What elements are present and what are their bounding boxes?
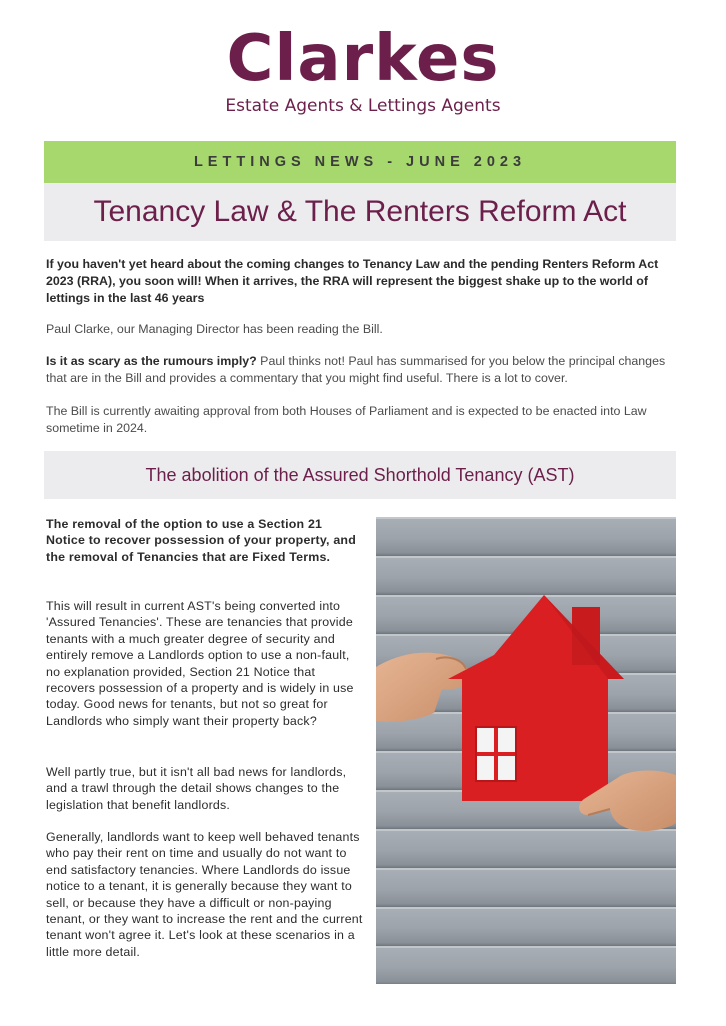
newsletter-banner	[44, 141, 676, 183]
column-paragraph-2: Well partly true, but it isn't all bad news for landlords, and a trawl through the detail shows changes to the legislation that benefit landlords.	[46, 765, 347, 812]
house-photo-illustration	[376, 517, 676, 984]
intro-paragraph: If you haven't yet heard about the coming changes to Tenancy Law and the pending Renters Reform Act 2023 (RRA), you soon will! When it arrives, the RRA will represent the biggest shake up to the world of lettings in the last 46 years	[46, 257, 659, 306]
paragraph-bill-status: The Bill is currently awaiting approval from both Houses of Parliament and is expected to be enacted into Law sometime in 2024.	[46, 404, 647, 436]
section-heading: The abolition of the Assured Shorthold Tenancy (AST)	[145, 464, 575, 485]
logo-tagline: Estate Agents & Lettings Agents	[225, 96, 501, 116]
paragraph-rumours	[46, 353, 678, 387]
paragraph-rumours-lead: Is it as scary as the rumours imply?	[46, 354, 257, 368]
title-panel	[44, 183, 676, 241]
page-title: Tenancy Law & The Renters Reform Act	[93, 195, 627, 228]
column-paragraph-1: This will result in current AST's being converted into 'Assured Tenancies'. These are tenancies that provide tenants with a much greater degree of security and entirely remove a Landlords option to use a non-fault, no explanation provided, Section 21 Notice that recovers possession of a property and is widely in use today. Good news for tenants, but not so great for Landlords who simply want their property back?	[46, 599, 354, 728]
section-heading-panel	[44, 451, 676, 499]
paragraph-director: Paul Clarke, our Managing Director has been reading the Bill.	[46, 322, 383, 336]
logo	[0, 22, 726, 116]
column-lead-paragraph: The removal of the option to use a Section 21 Notice to recover possession of your property, and the removal of Tenancies that are Fixed Terms.	[46, 517, 356, 564]
logo-wordmark: Clarkes	[226, 22, 500, 96]
banner-text: LETTINGS NEWS - JUNE 2023	[193, 154, 527, 170]
column-paragraph-3: Generally, landlords want to keep well behaved tenants who pay their rent on time and usually do not want to end satisfactory tenancies. Where Landlords do issue notice to a tenant, it is generally because they want to sell, or because they have a difficult or non-paying tenant, or they want to increase the rent and the current tenant won't agree it. Let's look at these scenarios in a little more detail.	[46, 830, 363, 959]
house-keys-photo	[376, 517, 676, 984]
paragraph-rumours-body: Paul thinks not! Paul has summarised for you below the principal changes that are in the Bill and provides a commentary that you might find useful. There is a lot to cover.	[46, 354, 666, 386]
